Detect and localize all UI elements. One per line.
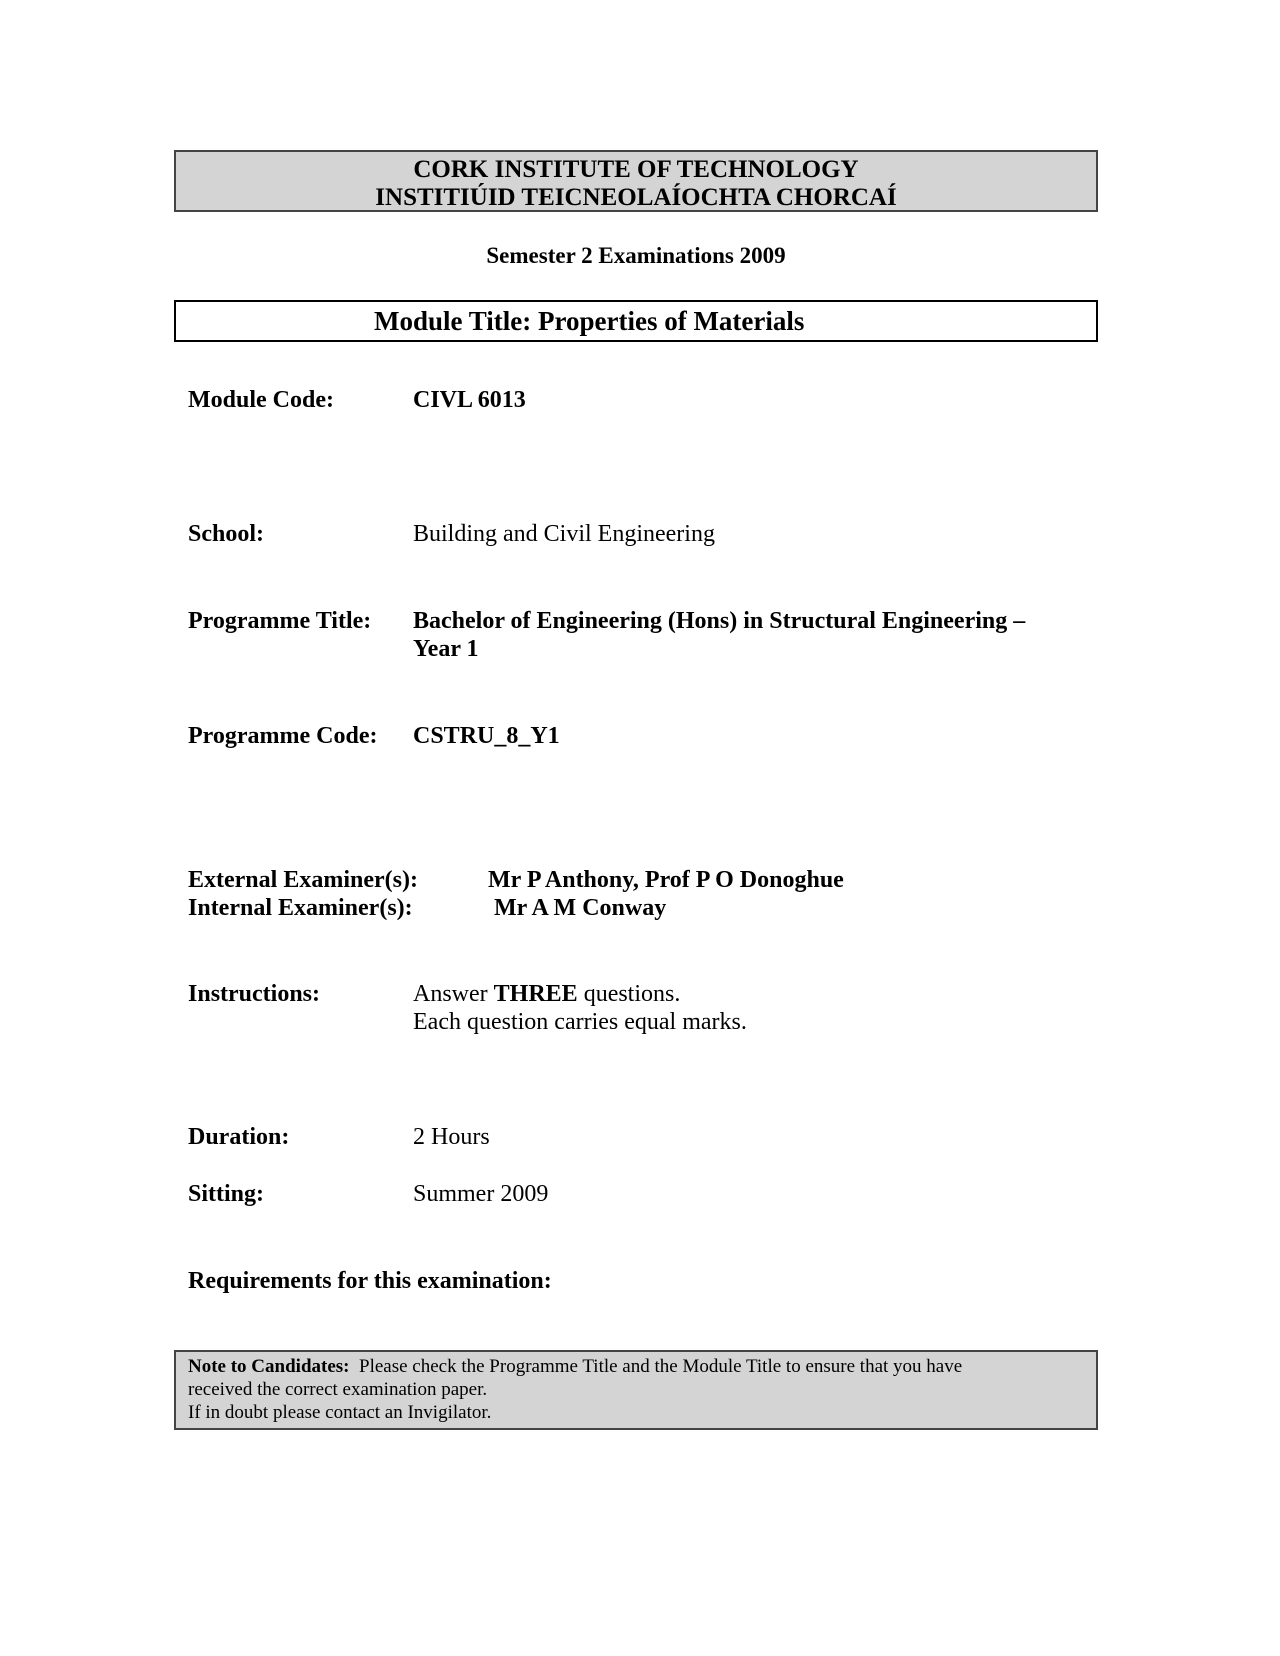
external-examiners-value: Mr P Anthony, Prof P O Donoghue [488,867,844,893]
module-title: Module Title: Properties of Materials [374,306,805,336]
module-code-value: CIVL 6013 [413,387,526,413]
school-value: Building and Civil Engineering [413,521,715,547]
programme-code-value: CSTRU_8_Y1 [413,723,560,749]
note-line-3: If in doubt please contact an Invigilator. [188,1402,492,1423]
requirements-label: Requirements for this examination: [188,1268,552,1294]
sitting-value: Summer 2009 [413,1181,549,1207]
internal-examiners-value: Mr A M Conway [494,895,667,921]
instructions-line1 [413,980,680,1008]
programme-code-label: Programme Code: [188,723,378,749]
instructions-question-count: THREE [493,981,578,1007]
duration-label: Duration: [188,1124,290,1150]
note-to-candidates-box [174,1350,1098,1430]
programme-title-label: Programme Title: [188,608,372,634]
module-code-label: Module Code: [188,387,334,413]
instructions-line1-suffix: questions. [577,981,681,1007]
instructions-label: Instructions: [188,981,321,1007]
internal-examiners-label: Internal Examiner(s): [188,895,413,921]
note-line-2: received the correct examination paper. [188,1379,488,1400]
module-title-box [174,300,1098,342]
sitting-label: Sitting: [188,1181,265,1207]
note-label: Note to Candidates: [188,1356,350,1377]
semester-heading: Semester 2 Examinations 2009 [486,243,786,268]
institute-name-english: CORK INSTITUTE OF TECHNOLOGY [413,156,859,183]
instructions-line2: Each question carries equal marks. [413,1009,747,1035]
institute-header [174,150,1098,212]
institute-name-irish: INSTITIÚID TEICNEOLAÍOCHTA CHORCAÍ [375,184,897,211]
external-examiners-label: External Examiner(s): [188,867,418,893]
programme-title-value-line1: Bachelor of Engineering (Hons) in Structural Engineering – [413,608,1026,634]
note-text-line1: Please check the Programme Title and the Module Title to ensure that you have [349,1356,963,1377]
instructions-line1-prefix: Answer [413,981,494,1007]
programme-title-value-line2: Year 1 [413,636,479,662]
note-line-1 [188,1355,1084,1378]
school-label: School: [188,521,265,547]
duration-value: 2 Hours [413,1124,490,1150]
